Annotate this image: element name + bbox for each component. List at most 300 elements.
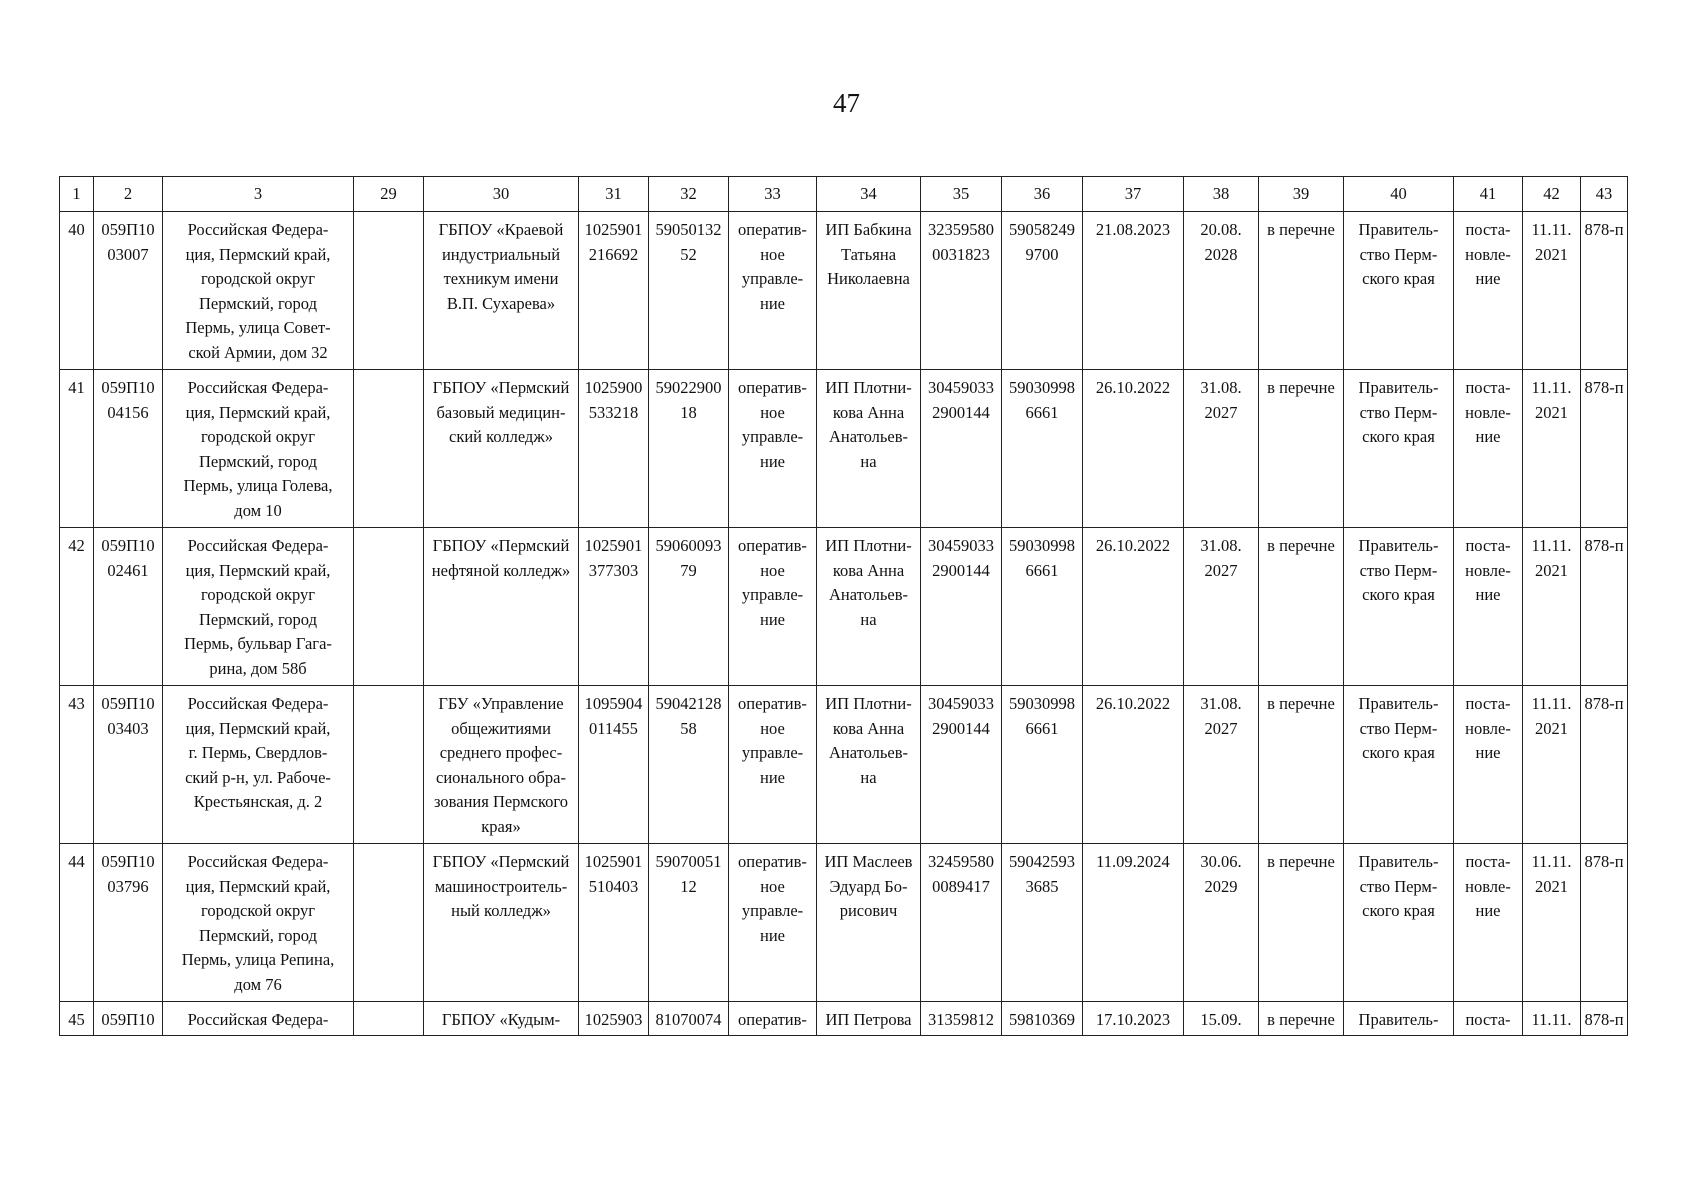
cell-line: 11.11. xyxy=(1531,1010,1572,1029)
cell-line: 02461 xyxy=(107,560,149,580)
cell-2 xyxy=(94,686,163,844)
cell-line: Пермь, улица Голева, xyxy=(183,476,333,495)
cell-line: 03403 xyxy=(107,718,149,738)
cell-33 xyxy=(729,686,817,844)
cell-30 xyxy=(424,528,579,686)
column-header-40: 40 xyxy=(1344,177,1454,212)
cell-line: ние xyxy=(1475,427,1501,446)
cell-line: края» xyxy=(481,816,521,836)
cell-line: ство Перм- xyxy=(1359,402,1438,422)
cell-line: Правитель- xyxy=(1358,378,1439,397)
cell-line: 2021 xyxy=(1535,560,1568,580)
cell-line: сионального обра- xyxy=(436,767,566,787)
cell-line: 79 xyxy=(680,560,697,580)
cell-line: ное xyxy=(760,402,785,422)
cell-43 xyxy=(1581,686,1628,844)
cell-line: 0089417 xyxy=(932,876,990,896)
cell-line: ние xyxy=(760,451,785,471)
cell-line: 2021 xyxy=(1535,718,1568,738)
cell-36 xyxy=(1002,212,1083,370)
cell-line: Российская Федера- xyxy=(187,694,329,713)
cell-line: Правитель- xyxy=(1358,536,1439,555)
cell-42 xyxy=(1523,528,1581,686)
cell-line: новле- xyxy=(1465,718,1511,738)
cell-line: Татьяна xyxy=(840,244,897,264)
cell-38 xyxy=(1184,370,1259,528)
cell-line: 377303 xyxy=(588,560,639,580)
cell-line: ное xyxy=(760,876,785,896)
cell-line: в перечне xyxy=(1267,536,1335,555)
cell-line: ное xyxy=(760,718,785,738)
cell-36 xyxy=(1002,1002,1083,1036)
column-header-41: 41 xyxy=(1454,177,1523,212)
column-header-37: 37 xyxy=(1083,177,1184,212)
cell-line: 31.08. xyxy=(1200,378,1242,397)
cell-line: 878-п xyxy=(1584,694,1624,713)
cell-line: Правитель- xyxy=(1358,694,1439,713)
column-header-2: 2 xyxy=(94,177,163,212)
cell-line: 03007 xyxy=(107,244,149,264)
cell-2 xyxy=(94,528,163,686)
cell-line: ция, Пермский край, xyxy=(185,718,331,738)
cell-line: общежитиями xyxy=(451,718,551,738)
cell-line: управле- xyxy=(741,901,804,920)
cell-line: 2028 xyxy=(1204,244,1238,264)
column-header-31: 31 xyxy=(579,177,649,212)
cell-line: 59070051 xyxy=(655,852,722,871)
cell-line: 3685 xyxy=(1025,876,1059,896)
cell-29 xyxy=(354,686,424,844)
cell-29 xyxy=(354,370,424,528)
column-header-32: 32 xyxy=(649,177,729,212)
cell-line: ИП Плотни- xyxy=(825,536,912,555)
cell-line: 2021 xyxy=(1535,402,1568,422)
cell-line: ние xyxy=(1475,269,1501,288)
cell-line: 1095904 xyxy=(584,694,643,713)
cell-line: 30459033 xyxy=(928,694,994,713)
cell-line: ное xyxy=(760,560,785,580)
cell-line: 1025901 xyxy=(584,536,643,555)
cell-line: поста- xyxy=(1465,536,1511,555)
column-header-35: 35 xyxy=(921,177,1002,212)
cell-line: новле- xyxy=(1465,402,1511,422)
cell-1: 43 xyxy=(60,686,94,844)
cell-31 xyxy=(579,212,649,370)
cell-39 xyxy=(1259,528,1344,686)
cell-line: ского края xyxy=(1362,743,1435,762)
cell-line: новле- xyxy=(1465,560,1511,580)
cell-line: 11.11. xyxy=(1531,220,1572,239)
cell-line: ского края xyxy=(1362,585,1435,604)
cell-line: новле- xyxy=(1465,244,1511,264)
cell-2 xyxy=(94,370,163,528)
cell-line: Правитель- xyxy=(1358,1010,1439,1029)
cell-line: городской округ xyxy=(200,585,316,604)
cell-line: 1025901 xyxy=(584,852,643,871)
cell-1: 44 xyxy=(60,844,94,1002)
cell-line: оператив- xyxy=(738,220,807,239)
cell-line: 26.10.2022 xyxy=(1095,694,1171,713)
cell-32 xyxy=(649,686,729,844)
cell-line: 216692 xyxy=(588,244,639,264)
cell-41 xyxy=(1454,686,1523,844)
cell-35 xyxy=(921,844,1002,1002)
cell-line: Российская Федера- xyxy=(187,378,329,397)
cell-43 xyxy=(1581,844,1628,1002)
cell-line: ние xyxy=(1475,743,1501,762)
cell-line: новле- xyxy=(1465,876,1511,896)
cell-30 xyxy=(424,686,579,844)
cell-line: Правитель- xyxy=(1358,852,1439,871)
cell-line: Российская Федера- xyxy=(187,852,329,871)
cell-line: Анатольев- xyxy=(828,585,909,604)
cell-40 xyxy=(1344,686,1454,844)
cell-line: 2021 xyxy=(1535,876,1568,896)
column-header-43: 43 xyxy=(1581,177,1628,212)
cell-line: 31.08. xyxy=(1200,694,1242,713)
cell-1: 42 xyxy=(60,528,94,686)
cell-line: ция, Пермский край, xyxy=(185,560,331,580)
cell-line: 878-п xyxy=(1584,220,1624,239)
cell-line: 59050132 xyxy=(655,220,722,239)
cell-41 xyxy=(1454,1002,1523,1036)
cell-line: 6661 xyxy=(1025,718,1059,738)
cell-line: 2029 xyxy=(1204,876,1238,896)
cell-34 xyxy=(817,1002,921,1036)
cell-line: 59810369 xyxy=(1009,1010,1075,1029)
cell-line: 533218 xyxy=(588,402,639,422)
cell-38 xyxy=(1184,844,1259,1002)
cell-31 xyxy=(579,686,649,844)
cell-line: 15.09. xyxy=(1200,1010,1242,1029)
cell-line: зования Пермского xyxy=(434,792,568,811)
cell-3 xyxy=(163,528,354,686)
cell-2 xyxy=(94,212,163,370)
cell-line: ние xyxy=(760,609,785,629)
cell-43 xyxy=(1581,1002,1628,1036)
column-header-1: 1 xyxy=(60,177,94,212)
cell-line: ние xyxy=(760,925,785,945)
cell-line: 059П10 xyxy=(101,378,155,397)
cell-43 xyxy=(1581,528,1628,686)
column-header-38: 38 xyxy=(1184,177,1259,212)
cell-line: Российская Федера- xyxy=(187,536,329,555)
cell-line: ция, Пермский край, xyxy=(185,244,331,264)
cell-line: поста- xyxy=(1465,852,1511,871)
cell-line: городской округ xyxy=(200,901,316,920)
cell-30 xyxy=(424,1002,579,1036)
cell-32 xyxy=(649,1002,729,1036)
table-row xyxy=(60,1002,1628,1036)
cell-3 xyxy=(163,1002,354,1036)
cell-line: рисович xyxy=(839,901,898,920)
cell-34 xyxy=(817,370,921,528)
cell-line: В.П. Сухарева» xyxy=(446,293,556,313)
cell-line: Анатольев- xyxy=(828,743,909,762)
cell-38 xyxy=(1184,686,1259,844)
cell-line: 011455 xyxy=(589,718,638,738)
cell-line: ской Армии, дом 32 xyxy=(188,342,328,362)
cell-line: 2900144 xyxy=(932,718,990,738)
cell-30 xyxy=(424,844,579,1002)
cell-line: ние xyxy=(1475,901,1501,920)
cell-line: 18 xyxy=(680,402,697,422)
cell-40 xyxy=(1344,844,1454,1002)
cell-32 xyxy=(649,844,729,1002)
cell-39 xyxy=(1259,686,1344,844)
cell-line: 9700 xyxy=(1025,244,1059,264)
cell-41 xyxy=(1454,370,1523,528)
cell-line: 878-п xyxy=(1584,378,1624,397)
cell-line: 2900144 xyxy=(932,560,990,580)
cell-line: на xyxy=(860,767,877,787)
cell-line: 31.08. xyxy=(1200,536,1242,555)
cell-line: кова Анна xyxy=(832,560,905,580)
cell-37 xyxy=(1083,844,1184,1002)
cell-line: дом 10 xyxy=(234,500,282,520)
cell-line: поста- xyxy=(1465,378,1511,397)
registry-table xyxy=(59,176,1628,1036)
column-header-42: 42 xyxy=(1523,177,1581,212)
cell-line: 059П10 xyxy=(101,1010,155,1029)
cell-33 xyxy=(729,844,817,1002)
cell-line: 59030998 xyxy=(1009,694,1075,713)
cell-line: городской округ xyxy=(200,427,316,446)
table-row xyxy=(60,212,1628,370)
cell-line: 32359580 xyxy=(928,220,994,239)
cell-line: нефтяной колледж» xyxy=(431,560,571,580)
table-row xyxy=(60,528,1628,686)
cell-line: 11.09.2024 xyxy=(1096,852,1170,871)
cell-line: 04156 xyxy=(107,402,149,422)
cell-line: ского края xyxy=(1362,427,1435,446)
cell-40 xyxy=(1344,370,1454,528)
cell-line: Пермский, город xyxy=(199,609,317,629)
cell-38 xyxy=(1184,1002,1259,1036)
cell-41 xyxy=(1454,844,1523,1002)
cell-line: ГБПОУ «Пермский xyxy=(432,378,570,397)
cell-42 xyxy=(1523,370,1581,528)
cell-line: 59058249 xyxy=(1009,220,1075,239)
cell-37 xyxy=(1083,370,1184,528)
cell-line: ский р-н, ул. Рабоче- xyxy=(185,767,331,787)
cell-39 xyxy=(1259,1002,1344,1036)
cell-35 xyxy=(921,528,1002,686)
cell-line: 11.11. xyxy=(1531,536,1572,555)
cell-line: Правитель- xyxy=(1358,220,1439,239)
cell-line: ние xyxy=(1475,585,1501,604)
table-row xyxy=(60,686,1628,844)
cell-3 xyxy=(163,844,354,1002)
cell-line: 2027 xyxy=(1204,402,1238,422)
cell-line: 059П10 xyxy=(101,536,155,555)
cell-line: Николаевна xyxy=(827,269,910,288)
cell-line: кова Анна xyxy=(832,402,905,422)
cell-line: ние xyxy=(760,767,785,787)
cell-38 xyxy=(1184,528,1259,686)
cell-line: среднего профес- xyxy=(439,743,563,762)
cell-line: Пермь, улица Совет- xyxy=(185,318,331,337)
cell-line: на xyxy=(860,451,877,471)
cell-line: 6661 xyxy=(1025,560,1059,580)
cell-line: 26.10.2022 xyxy=(1095,378,1171,397)
cell-line: ИП Плотни- xyxy=(825,378,912,397)
cell-line: 059П10 xyxy=(101,220,155,239)
cell-line: Российская Федера- xyxy=(187,220,329,239)
cell-line: оператив- xyxy=(738,694,807,713)
cell-line: 1025903 xyxy=(584,1010,643,1029)
cell-line: ИП Плотни- xyxy=(825,694,912,713)
cell-line: 510403 xyxy=(588,876,639,896)
column-header-39: 39 xyxy=(1259,177,1344,212)
cell-line: 11.11. xyxy=(1531,852,1572,871)
cell-34 xyxy=(817,212,921,370)
cell-line: Российская Федера- xyxy=(187,1010,329,1029)
cell-3 xyxy=(163,370,354,528)
cell-29 xyxy=(354,844,424,1002)
cell-line: 03796 xyxy=(107,876,149,896)
cell-36 xyxy=(1002,370,1083,528)
cell-37 xyxy=(1083,1002,1184,1036)
column-header-34: 34 xyxy=(817,177,921,212)
cell-line: управле- xyxy=(741,743,804,762)
cell-line: ство Перм- xyxy=(1359,876,1438,896)
cell-line: 81070074 xyxy=(655,1010,722,1029)
cell-37 xyxy=(1083,212,1184,370)
cell-line: 1025900 xyxy=(584,378,643,397)
cell-line: оператив- xyxy=(738,1010,807,1029)
cell-line: 878-п xyxy=(1584,1010,1624,1029)
cell-line: ИП Петрова xyxy=(825,1010,912,1029)
cell-36 xyxy=(1002,686,1083,844)
cell-32 xyxy=(649,528,729,686)
cell-36 xyxy=(1002,844,1083,1002)
cell-line: техникум имени xyxy=(443,269,559,288)
cell-line: 30459033 xyxy=(928,536,994,555)
table-row xyxy=(60,370,1628,528)
cell-line: оператив- xyxy=(738,536,807,555)
cell-line: управле- xyxy=(741,269,804,288)
cell-line: управле- xyxy=(741,585,804,604)
cell-line: Пермский, город xyxy=(199,925,317,945)
cell-line: ГБУ «Управление xyxy=(438,694,564,713)
cell-line: 26.10.2022 xyxy=(1095,536,1171,555)
cell-33 xyxy=(729,1002,817,1036)
cell-29 xyxy=(354,1002,424,1036)
page-number: 47 xyxy=(833,88,860,118)
cell-40 xyxy=(1344,1002,1454,1036)
cell-line: ГБПОУ «Пермский xyxy=(432,536,570,555)
cell-line: ство Перм- xyxy=(1359,244,1438,264)
cell-3 xyxy=(163,212,354,370)
cell-42 xyxy=(1523,212,1581,370)
cell-line: ство Перм- xyxy=(1359,718,1438,738)
cell-34 xyxy=(817,844,921,1002)
cell-3 xyxy=(163,686,354,844)
cell-line: ция, Пермский край, xyxy=(185,402,331,422)
cell-line: рина, дом 58б xyxy=(209,658,307,678)
table-row xyxy=(60,844,1628,1002)
cell-34 xyxy=(817,528,921,686)
cell-line: 20.08. xyxy=(1200,220,1242,239)
cell-line: оператив- xyxy=(738,378,807,397)
header-row xyxy=(60,177,1628,212)
cell-31 xyxy=(579,370,649,528)
column-header-36: 36 xyxy=(1002,177,1083,212)
cell-line: 059П10 xyxy=(101,852,155,871)
cell-37 xyxy=(1083,686,1184,844)
cell-line: ГБПОУ «Пермский xyxy=(432,852,570,871)
cell-line: ИП Бабкина xyxy=(825,220,912,239)
cell-line: 21.08.2023 xyxy=(1095,220,1171,239)
cell-41 xyxy=(1454,528,1523,686)
cell-line: 59030998 xyxy=(1009,536,1075,555)
cell-line: 59060093 xyxy=(655,536,722,555)
cell-line: в перечне xyxy=(1267,852,1335,871)
cell-line: Пермский, город xyxy=(199,293,317,313)
cell-33 xyxy=(729,212,817,370)
cell-29 xyxy=(354,528,424,686)
cell-39 xyxy=(1259,844,1344,1002)
column-header-33: 33 xyxy=(729,177,817,212)
cell-31 xyxy=(579,528,649,686)
table-body xyxy=(60,212,1628,1036)
cell-line: 878-п xyxy=(1584,536,1624,555)
cell-40 xyxy=(1344,212,1454,370)
cell-line: ство Перм- xyxy=(1359,560,1438,580)
cell-line: 59030998 xyxy=(1009,378,1075,397)
cell-line: 059П10 xyxy=(101,694,155,713)
cell-line: ГБПОУ «Кудым- xyxy=(441,1010,561,1029)
cell-42 xyxy=(1523,1002,1581,1036)
cell-line: ского края xyxy=(1362,269,1435,288)
cell-line: 1025901 xyxy=(584,220,643,239)
cell-line: 31359812 xyxy=(928,1010,994,1029)
cell-2 xyxy=(94,1002,163,1036)
cell-30 xyxy=(424,212,579,370)
cell-line: 59042128 xyxy=(655,694,722,713)
cell-1: 40 xyxy=(60,212,94,370)
cell-39 xyxy=(1259,370,1344,528)
column-header-29: 29 xyxy=(354,177,424,212)
cell-line: 12 xyxy=(680,876,697,896)
cell-32 xyxy=(649,370,729,528)
cell-35 xyxy=(921,212,1002,370)
cell-line: 2027 xyxy=(1204,560,1238,580)
cell-1: 41 xyxy=(60,370,94,528)
cell-line: ИП Маслеев xyxy=(824,852,913,871)
cell-line: ский колледж» xyxy=(449,427,553,446)
cell-line: в перечне xyxy=(1267,1010,1335,1029)
cell-line: 30459033 xyxy=(928,378,994,397)
cell-line: поста- xyxy=(1465,694,1511,713)
cell-line: г. Пермь, Свердлов- xyxy=(188,743,328,762)
cell-line: 52 xyxy=(680,244,697,264)
cell-line: 11.11. xyxy=(1531,378,1572,397)
cell-line: ное xyxy=(760,244,785,264)
cell-36 xyxy=(1002,528,1083,686)
cell-31 xyxy=(579,844,649,1002)
cell-line: Анатольев- xyxy=(828,427,909,446)
cell-line: Эдуард Бо- xyxy=(829,876,908,896)
cell-line: в перечне xyxy=(1267,378,1335,397)
cell-line: оператив- xyxy=(738,852,807,871)
cell-line: индустриальный xyxy=(441,244,561,264)
cell-line: ние xyxy=(760,293,785,313)
cell-line: 2900144 xyxy=(932,402,990,422)
cell-line: Пермский, город xyxy=(199,451,317,471)
cell-line: дом 76 xyxy=(234,974,282,994)
